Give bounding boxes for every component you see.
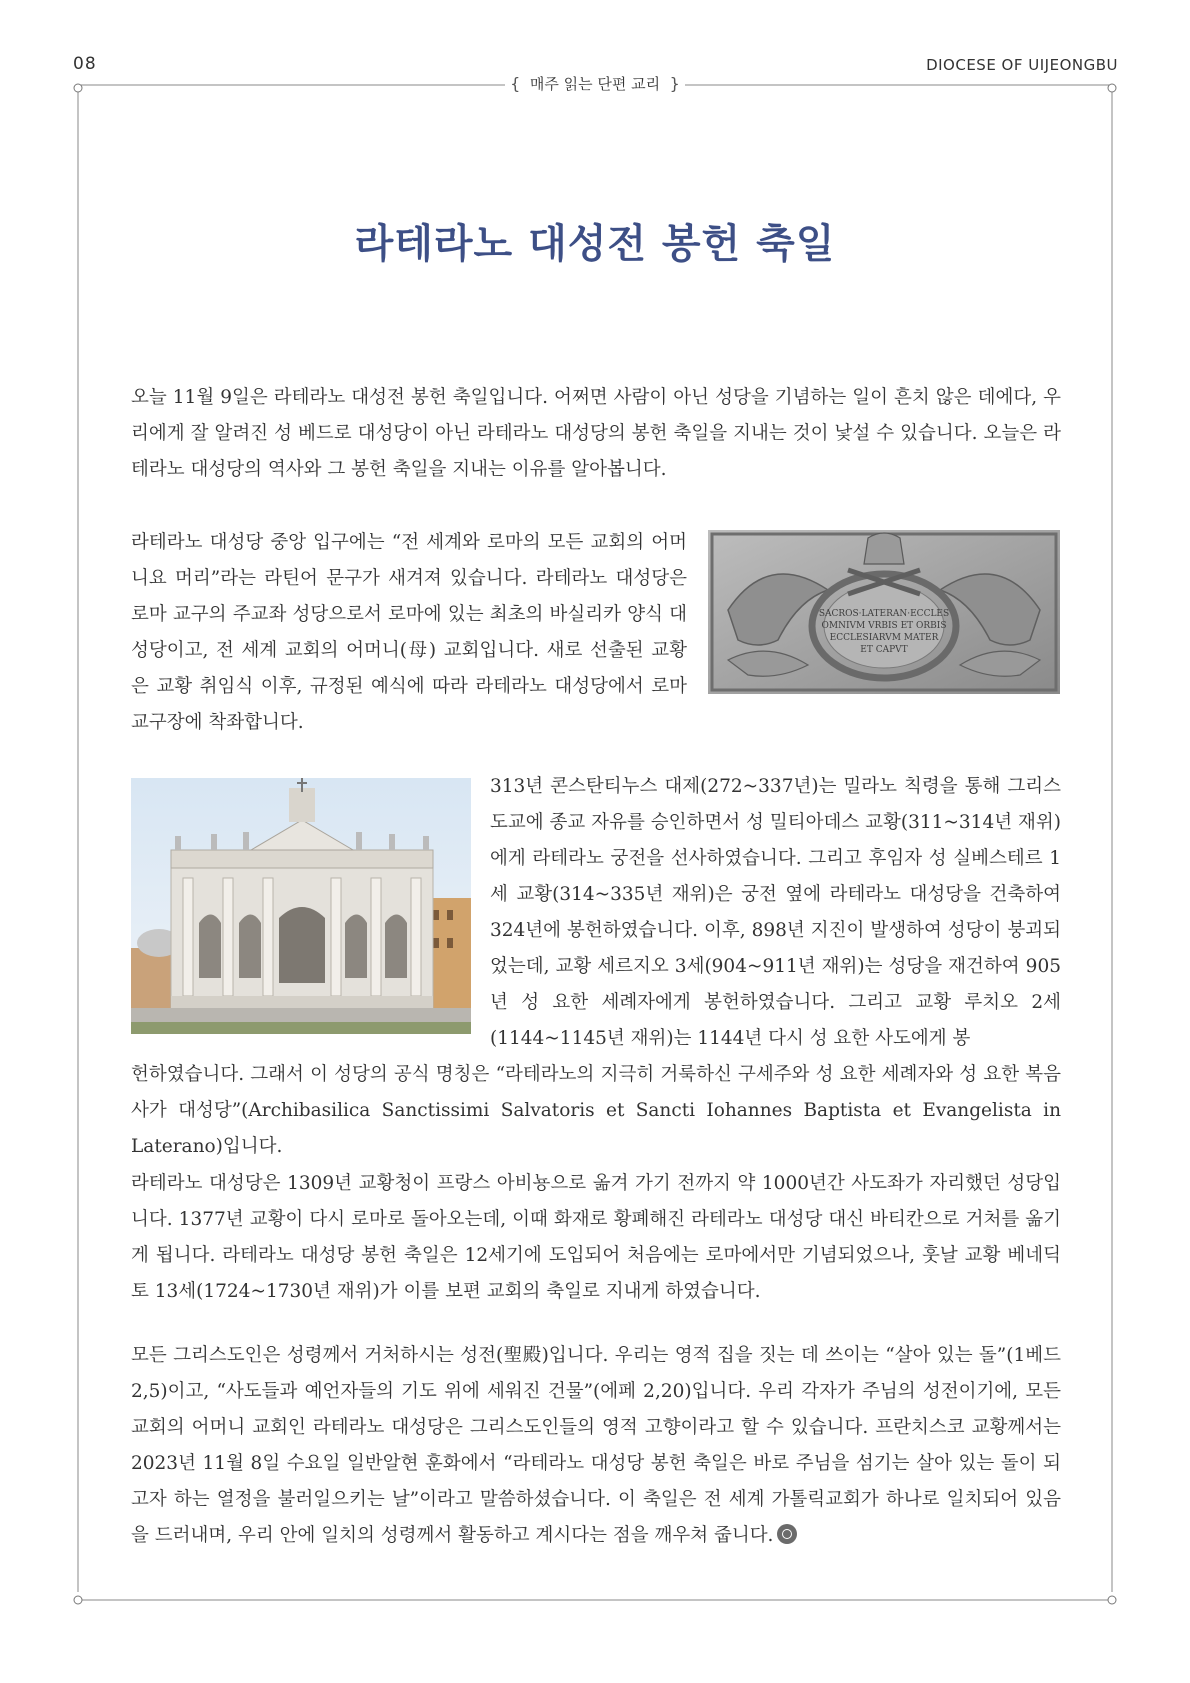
paragraph-avignon: 라테라노 대성당은 1309년 교황청이 프랑스 아비뇽으로 옮겨 가기 전까지 약 1000년간 사도좌가 자리했던 성당입니다. 1377년 교황이 다시 로마로 돌아오는데, 이때 화재로 황폐해진 라테라노 대성당 대신 바티칸으로 거처를 옮기게 됩니다. 라테라노 대성당 봉헌 축일은 12세기에 도입되어 처음에는 로마에서만 기념되었으나, 훗날 교황 베네딕토 13세(1724~1730년 재위)가 이를 보편 교회의 축일로 지내게 하였습니다.: [131, 1173, 1061, 1302]
paragraph-intro: 오늘 11월 9일은 라테라노 대성전 봉헌 축일입니다. 어쩌면 사람이 아닌 성당을 기념하는 일이 흔치 않은 데에다, 우리에게 잘 알려진 성 베드로 대성당이 아닌 라테라노 대성당의 봉헌 축일을 지내는 것이 낯설 수 있습니다. 오늘은 라테라노 대성당의 역사와 그 봉헌 축일을 지내는 이유를 알아봅니다.: [131, 387, 1061, 480]
series-label: [505, 73, 685, 94]
brace-close: }: [669, 74, 680, 93]
paragraph-entrance-inscription: 라테라노 대성당 중앙 입구에는 “전 세계와 로마의 모든 교회의 어머니요 머리”라는 라틴어 문구가 새겨져 있습니다. 라테라노 대성당은 로마 교구의 주교좌 성당으로서 로마에 있는 최초의 바실리카 양식 대성당이고, 전 세계 교회의 어머니(母) 교회입니다. 새로 선출된 교황은 교황 취임식 이후, 규정된 예식에 따라 라테라노 대성당에서 로마 교구장에 착좌합니다.: [131, 532, 687, 733]
inscription-line-1: SACROS·LATERAN·ECCLES: [818, 609, 950, 619]
article-title: 라테라노 대성전 봉헌 축일: [354, 220, 836, 267]
inscription-line-4: ET CAPVT: [860, 645, 908, 655]
page-number: 08: [73, 54, 97, 74]
brace-open: {: [510, 74, 521, 93]
series-label-text: 매주 읽는 단편 교리: [529, 75, 661, 93]
inscription-relief-image: [708, 530, 1060, 694]
paragraph-history: 313년 콘스탄티누스 대제(272~337년)는 밀라노 칙령을 통해 그리스도교에 종교 자유를 승인하면서 성 밀티아데스 교황(311~314년 재위)에게 라테라노 궁전을 선사하였습니다. 그리고 후임자 성 실베스테르 1세 교황(314~335년 재위)은 궁전 옆에 라테라노 대성당을 건축하여 324년에 봉헌하였습니다. 이후, 898년 지진이 발생하여 성당이 붕괴되었는데, 교황 세르지오 3세(904~911년 재위)는 성당을 재건하여 905년 성 요한 세례자에게 봉헌하였습니다. 그리고 교황 루치오 2세(1144~1145년 재위)는 1144년 다시 성 요한 사도에게 봉: [490, 776, 1061, 1049]
paragraph-living-stones: [131, 1338, 1061, 1554]
church-emblem-icon: [777, 1524, 797, 1544]
paragraph-official-name: 헌하였습니다. 그래서 이 성당의 공식 명칭은 “라테라노의 지극히 거룩하신 구세주와 성 요한 세례자와 성 요한 복음사가 대성당”(Archibasilica Sanctissimi Salvatoris et Sancti Iohannes Baptista et Evangelista in Laterano)입니다.: [131, 1064, 1061, 1157]
inscription-line-3: ECCLESIARVM MATER: [829, 633, 939, 643]
paragraph-living-stones-text: 모든 그리스도인은 성령께서 거처하시는 성전(聖殿)입니다. 우리는 영적 집을 짓는 데 쓰이는 “살아 있는 돌”(1베드 2,5)이고, “사도들과 예언자들의 기도 위에 세워진 건물”(에페 2,20)입니다. 우리 각자가 주님의 성전이기에, 모든 교회의 어머니 교회인 라테라노 대성당은 그리스도인들의 영적 고향이라고 할 수 있습니다. 프란치스코 교황께서는 2023년 11월 8일 수요일 일반알현 훈화에서 “라테라노 대성당 봉헌 축일은 바로 주님을 섬기는 살아 있는 돌이 되고자 하는 열정을 불러일으키는 날”이라고 말씀하셨습니다. 이 축일은 전 세계 가톨릭교회가 하나로 일치되어 있음을 드러내며, 우리 안에 일치의 성령께서 활동하고 계시다는 점을 깨우쳐 줍니다.: [131, 1345, 1061, 1546]
diocese-name: DIOCESE OF UIJEONGBU: [926, 56, 1118, 74]
basilica-facade-image: [131, 778, 471, 1034]
inscription-line-2: OMNIVM VRBIS ET ORBIS: [821, 621, 947, 631]
